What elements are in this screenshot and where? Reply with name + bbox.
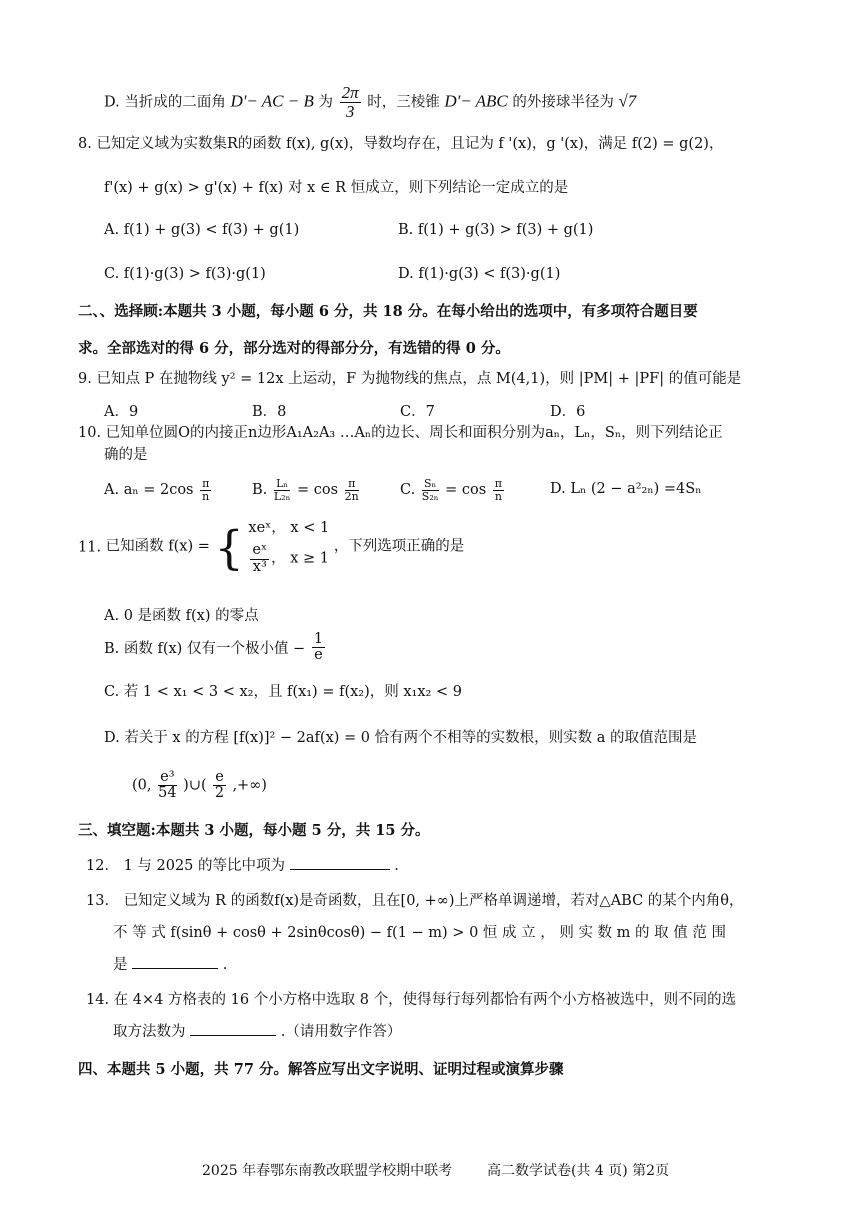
q8-number: 8. bbox=[78, 136, 92, 152]
q7-option-d-text-b: 为 bbox=[318, 94, 333, 111]
q8-option-b: B. f(1) + g(3) > f(3) + g(1) bbox=[398, 222, 594, 238]
q8-option-d: D. f(1)·g(3) < f(3)·g(1) bbox=[398, 266, 561, 282]
q7-option-d bbox=[104, 84, 636, 121]
fraction-denominator: L₂ₙ bbox=[273, 489, 291, 503]
page-footer bbox=[202, 1160, 669, 1180]
left-brace-icon: { bbox=[214, 520, 244, 575]
q7-option-d-label: D. bbox=[104, 94, 120, 111]
q11-case2-fraction bbox=[250, 543, 269, 574]
q9-text: 已知点 P 在抛物线 y² = 12x 上运动，F 为抛物线的焦点，点 M(4,1)，则 |PM| + |PF| 的值可能是 bbox=[96, 371, 742, 387]
q10-option-b-fraction1 bbox=[274, 478, 290, 502]
q12-number: 12． bbox=[86, 858, 119, 874]
q14-stem-line2 bbox=[113, 1024, 401, 1041]
q9-option-b: B．8 bbox=[252, 404, 287, 420]
fraction-denominator: 2 bbox=[214, 785, 225, 802]
fraction-numerator: Lₙ bbox=[274, 478, 290, 491]
q10-option-c-fraction2 bbox=[493, 478, 504, 502]
fraction-numerator: Sₙ bbox=[422, 478, 439, 491]
q11-text-b: ，下列选项正确的是 bbox=[333, 538, 465, 555]
q11-case1: xeˣ， x < 1 bbox=[248, 520, 330, 536]
q8-stem-line2 bbox=[104, 180, 568, 197]
fraction-numerator: π bbox=[202, 477, 210, 490]
q7-option-d-math-c: √7 bbox=[618, 91, 637, 111]
q13-end: . bbox=[222, 957, 228, 973]
q11-option-b-fraction bbox=[312, 632, 325, 663]
q13-line3: 是 bbox=[113, 957, 128, 973]
q7-option-d-math-b: D'− ABC bbox=[444, 91, 508, 111]
q13-stem-line2: 不 等 式 f(sinθ + cosθ + 2sinθcosθ) − f(1 − m) > 0 恒 成 立 ， 则 实 数 m 的 取 值 范 围 bbox=[113, 925, 726, 941]
q14-end: .（请用数字作答） bbox=[280, 1024, 402, 1040]
q9-option-c: C．7 bbox=[400, 404, 435, 420]
range-fraction2 bbox=[213, 770, 226, 801]
fraction-denominator: 2n bbox=[344, 489, 359, 503]
q11-option-a: A. 0 是函数 f(x) 的零点 bbox=[104, 608, 259, 624]
fraction-numerator: 1 bbox=[313, 631, 324, 647]
fraction-numerator: π bbox=[494, 477, 503, 490]
fraction-denominator: 54 bbox=[158, 785, 177, 802]
q12-stem bbox=[86, 858, 399, 875]
q12-text: 1 与 2025 的等比中项为 bbox=[123, 858, 286, 874]
q13-stem-line1 bbox=[86, 893, 744, 910]
q7-option-d-text-c: 时，三棱锥 bbox=[367, 94, 440, 111]
q11-piecewise bbox=[248, 520, 329, 575]
q8-option-c: C. f(1)·g(3) > f(3)·g(1) bbox=[104, 266, 266, 282]
q13-stem-line3 bbox=[113, 957, 227, 974]
q14-line2: 取方法数为 bbox=[113, 1024, 186, 1040]
fraction-denominator: e bbox=[314, 647, 323, 664]
q10-option-a bbox=[104, 478, 213, 502]
q7-option-d-fraction bbox=[340, 84, 361, 121]
fraction-denominator: n bbox=[494, 489, 502, 503]
q10-stem-line2: 确的是 bbox=[104, 447, 148, 463]
fraction-denominator: 3 bbox=[345, 101, 355, 121]
fraction-numerator: 2π bbox=[341, 83, 359, 102]
q11-text-a: 已知函数 f(x) = bbox=[105, 538, 210, 555]
q14-number: 14. bbox=[86, 992, 110, 1008]
q10-option-c-eq: = cos bbox=[445, 482, 487, 499]
q11-case2 bbox=[248, 543, 329, 574]
q10-option-c bbox=[400, 478, 506, 502]
section4-heading: 四、本题共 5 小题，共 77 分。解答应写出文字说明、证明过程或演算步骤 bbox=[78, 1061, 564, 1078]
q10-option-b bbox=[252, 478, 361, 502]
section3-heading: 三、填空题:本题共 3 小题，每小题 5 分，共 15 分。 bbox=[78, 822, 430, 839]
section2-heading-line1: 二、、选择顾:本题共 3 小题，每小题 6 分，共 18 分。在每小给出的选项中，有多项符合题目要 bbox=[78, 303, 698, 320]
q10-option-c-fraction1 bbox=[422, 478, 439, 502]
q7-option-d-text-d: 的外接球半径为 bbox=[512, 94, 614, 111]
fraction-numerator: e³ bbox=[158, 770, 176, 786]
footer-page-info: 高二数学试卷(共 4 页) 第2页 bbox=[487, 1163, 670, 1179]
q11-option-b-text: B. 函数 f(x) 仅有一个极小值 − bbox=[104, 641, 306, 658]
q12-end: . bbox=[394, 858, 399, 874]
q11-stem bbox=[78, 520, 464, 575]
q10-option-a-text: A. aₙ = 2cos bbox=[104, 482, 194, 499]
fraction-denominator: S₂ₙ bbox=[421, 489, 439, 503]
q11-option-d-range bbox=[132, 770, 267, 801]
q10-option-b-eq: = cos bbox=[296, 482, 339, 499]
q9-number: 9. bbox=[78, 371, 92, 387]
q13-number: 13． bbox=[86, 893, 119, 909]
q14-answer-blank[interactable] bbox=[190, 1034, 276, 1036]
range-part-b: )∪( bbox=[183, 777, 207, 794]
q9-option-a: A．9 bbox=[104, 404, 139, 420]
q11-option-b bbox=[104, 632, 327, 663]
q14-line1: 在 4×4 方格表的 16 个小方格中选取 8 个，使得每行每列都恰有两个小方格被选中，则不同的选 bbox=[113, 992, 737, 1008]
q11-option-c: C. 若 1 < x₁ < 3 < x₂，且 f(x₁) = f(x₂)，则 x₁x₂ < 9 bbox=[104, 684, 462, 700]
q10-stem-line1 bbox=[78, 425, 723, 442]
q8-stem-line1 bbox=[78, 136, 723, 153]
q13-answer-blank[interactable] bbox=[132, 967, 218, 969]
range-part-a: (0, bbox=[132, 777, 152, 794]
q9-option-d: D．6 bbox=[550, 404, 586, 420]
q12-answer-blank[interactable] bbox=[290, 868, 390, 870]
range-part-c: ,+∞) bbox=[232, 777, 267, 794]
fraction-numerator: π bbox=[345, 478, 359, 491]
q10-option-b-label: B. bbox=[252, 482, 268, 499]
q8-line1: 已知定义域为实数集R的函数 f(x), g(x)，导数均存在，且记为 f '(x)，g '(x)，满足 f(2) = g(2)， bbox=[96, 136, 724, 152]
q11-number: 11. bbox=[78, 539, 102, 556]
q10-option-c-label: C. bbox=[400, 482, 416, 499]
q14-stem-line1 bbox=[86, 992, 736, 1009]
q9-stem bbox=[78, 371, 741, 388]
fraction-denominator: n bbox=[202, 489, 210, 503]
q8-option-a: A. f(1) + g(3) < f(3) + g(1) bbox=[104, 222, 300, 238]
footer-exam-title: 2025 年春鄂东南教改联盟学校期中联考 bbox=[202, 1163, 453, 1179]
q7-option-d-math-a: D'− AC − B bbox=[230, 91, 314, 111]
q11-case2-condition: ， x ≥ 1 bbox=[271, 551, 330, 568]
q10-number: 10. bbox=[78, 425, 102, 441]
q8-line2-text: f'(x) + g(x) > g'(x) + f(x) 对 x ∈ R 恒成立，则下列结论一定成立的是 bbox=[104, 180, 569, 196]
q10-line1: 已知单位圆O的内接正n边形A₁A₂A₃ …Aₙ的边长、周长和面积分别为aₙ，Lₙ，Sₙ，则下列结论正 bbox=[105, 425, 723, 441]
q10-option-d: D. Lₙ (2 − a²₂ₙ) =4Sₙ bbox=[550, 481, 702, 497]
fraction-numerator: eˣ bbox=[252, 542, 268, 559]
fraction-denominator: x³ bbox=[252, 558, 267, 575]
q11-option-d: D. 若关于 x 的方程 [f(x)]² − 2af(x) = 0 恰有两个不相等的实数根，则实数 a 的取值范围是 bbox=[104, 730, 697, 746]
fraction-numerator: e bbox=[215, 769, 224, 785]
q13-line1: 已知定义域为 R 的函数f(x)是奇函数，且在[0, +∞)上严格单调递增，若对△ABC 的某个内角θ， bbox=[123, 893, 744, 909]
q10-option-a-fraction bbox=[200, 478, 211, 502]
q10-option-b-fraction2 bbox=[345, 478, 359, 502]
q7-option-d-text-a: 当折成的二面角 bbox=[124, 94, 226, 111]
range-fraction1 bbox=[158, 770, 176, 801]
section2-heading-line2: 求。全部选对的得 6 分，部分选对的得部分分，有选错的得 0 分。 bbox=[78, 340, 510, 357]
